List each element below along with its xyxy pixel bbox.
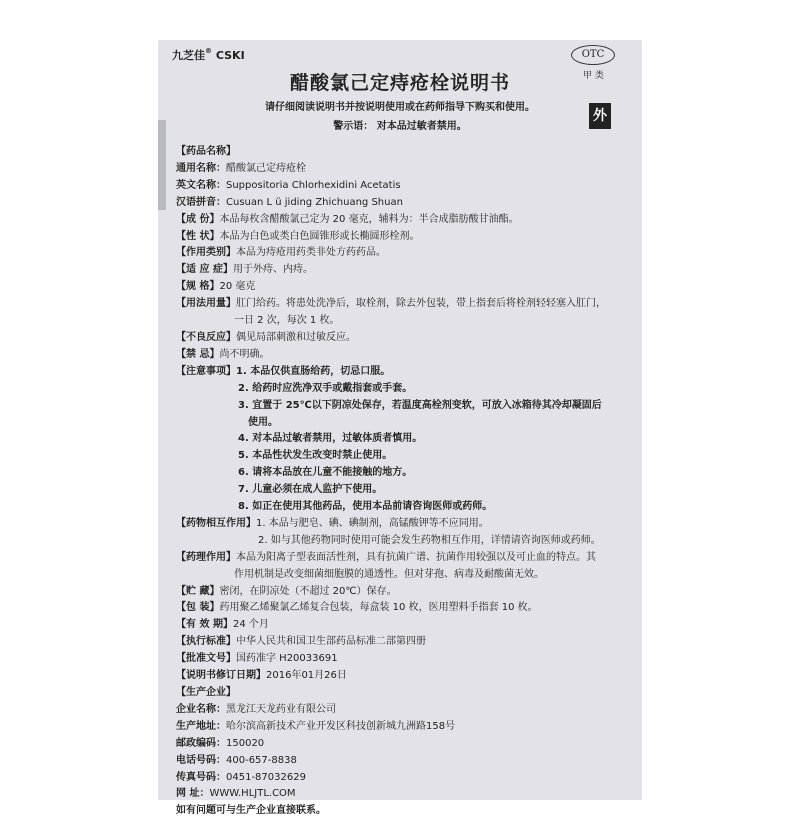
zip-value: 150020 bbox=[226, 737, 265, 749]
indication-value: 用于外痔、内痔。 bbox=[232, 264, 313, 276]
note-item-cont: 使用。 bbox=[248, 416, 278, 428]
note-item: 4. 对本品过敏者禁用，过敏体质者慎用。 bbox=[238, 433, 423, 445]
drug-name-heading: 【药品名称】 bbox=[176, 146, 236, 157]
usage-row bbox=[176, 296, 638, 313]
revision-value: 2016年01月26日 bbox=[266, 670, 347, 682]
interaction-row bbox=[176, 516, 638, 533]
address-row bbox=[176, 719, 638, 736]
document-title: 醋酸氯己定痔疮栓说明书 bbox=[289, 72, 510, 94]
pharm-label: 【药理作用】 bbox=[176, 551, 236, 563]
brand-logo bbox=[172, 47, 245, 63]
composition-row bbox=[176, 212, 638, 229]
footer-contact: 如有问题可与生产企业直接联系。 bbox=[176, 805, 326, 817]
character-row bbox=[176, 229, 638, 246]
character-label: 【性 状】 bbox=[176, 230, 220, 242]
note-item: 7. 儿童必须在成人监护下使用。 bbox=[238, 484, 383, 496]
standard-row bbox=[176, 634, 638, 651]
maker-heading: 【生产企业】 bbox=[176, 687, 236, 698]
adverse-row bbox=[176, 330, 638, 347]
brand-en: CSKI bbox=[215, 49, 245, 62]
zip-row bbox=[176, 736, 638, 753]
validity-row bbox=[176, 617, 638, 634]
usage-label: 【用法用量】 bbox=[176, 298, 236, 310]
external-use-badge: 外 bbox=[589, 103, 611, 129]
usage-value: 肛门给药。将患处洗净后，取栓剂，除去外包装，带上指套后将栓剂轻轻塞入肛门， bbox=[236, 298, 606, 310]
pharm-row bbox=[176, 550, 638, 567]
company-label: 企业名称： bbox=[176, 703, 226, 715]
interaction-label: 【药物相互作用】 bbox=[176, 517, 256, 529]
character-value: 本品为白色或类白色圆锥形或长椭圆形栓剂。 bbox=[219, 230, 420, 242]
spec-value: 20 毫克 bbox=[219, 281, 256, 293]
validity-value: 24 个月 bbox=[232, 619, 269, 631]
phone-value: 400-657-8838 bbox=[226, 754, 297, 766]
note-item: 1. 本品仅供直肠给药，切忌口服。 bbox=[236, 365, 391, 377]
approval-row bbox=[176, 651, 638, 668]
web-row bbox=[176, 786, 638, 803]
common-name-value: 醋酸氯己定痔疮栓 bbox=[226, 162, 306, 174]
package-value: 药用聚乙烯聚氯乙烯复合包装，每盒装 10 枚，医用塑料手指套 10 枚。 bbox=[219, 602, 538, 614]
spec-row bbox=[176, 279, 638, 296]
approval-label: 【批准文号】 bbox=[176, 653, 236, 665]
approval-value: 国药准字 H20033691 bbox=[236, 653, 338, 665]
contra-label: 【禁 忌】 bbox=[176, 348, 220, 360]
spec-label: 【规 格】 bbox=[176, 281, 220, 293]
category-value: 本品为痔疮用药类非处方药药品。 bbox=[236, 247, 386, 259]
web-label: 网 址： bbox=[176, 788, 210, 800]
indication-row bbox=[176, 262, 638, 279]
fax-label: 传真号码： bbox=[176, 771, 226, 783]
company-row bbox=[176, 702, 638, 719]
read-instruction: 请仔细阅读说明书并按说明使用或在药师指导下购买和使用。 bbox=[265, 102, 535, 113]
notes-label: 【注意事项】 bbox=[176, 365, 236, 377]
composition-value: 本品每枚含醋酸氯己定为 20 毫克，辅料为：半合成脂肪酸甘油酯。 bbox=[219, 213, 519, 225]
usage-value-cont: 一日 2 次，每次 1 枚。 bbox=[234, 315, 340, 327]
note-item: 8. 如正在使用其他药品，使用本品前请咨询医师或药师。 bbox=[238, 501, 493, 513]
phone-label: 电话号码： bbox=[176, 754, 226, 766]
pharm-value: 本品为阳离子型表面活性剂，具有抗菌广谱、抗菌作用较强以及可止血的特点。其 bbox=[236, 551, 596, 563]
storage-row bbox=[176, 584, 638, 601]
company-value: 黑龙江天龙药业有限公司 bbox=[226, 703, 336, 715]
pinyin-label: 汉语拼音： bbox=[176, 196, 226, 208]
english-name-value: Suppositoria Chlorhexidini Acetatis bbox=[226, 179, 401, 191]
revision-row bbox=[176, 668, 638, 685]
notes-row bbox=[176, 364, 638, 381]
adverse-value: 偶见局部刺激和过敏反应。 bbox=[236, 331, 356, 343]
note-item: 6. 请将本品放在儿童不能接触的地方。 bbox=[238, 467, 413, 479]
web-value: WWW.HLJTL.COM bbox=[209, 788, 296, 800]
indication-label: 【适 应 症】 bbox=[176, 264, 233, 276]
package-label: 【包 装】 bbox=[176, 602, 220, 614]
brand-cn: 九芝佳 bbox=[172, 49, 205, 62]
warning-line: 警示语： 对本品过敏者禁用。 bbox=[333, 121, 467, 132]
validity-label: 【有 效 期】 bbox=[176, 619, 233, 631]
revision-label: 【说明书修订日期】 bbox=[176, 670, 266, 682]
zip-label: 邮政编码： bbox=[176, 737, 226, 749]
standard-value: 中华人民共和国卫生部药品标准二部第四册 bbox=[236, 636, 426, 648]
storage-label: 【贮 藏】 bbox=[176, 585, 220, 597]
standard-label: 【执行标准】 bbox=[176, 636, 236, 648]
address-value: 哈尔滨高新技术产业开发区科技创新城九洲路158号 bbox=[226, 720, 456, 732]
address-label: 生产地址： bbox=[176, 720, 226, 732]
interaction-item: 2. 如与其他药物同时使用可能会发生药物相互作用，详情请咨询医师或药师。 bbox=[258, 534, 601, 546]
contra-value: 尚不明确。 bbox=[219, 348, 270, 360]
note-item: 5. 本品性状发生改变时禁止使用。 bbox=[238, 450, 393, 462]
category-row bbox=[176, 245, 638, 262]
category-label: 【作用类别】 bbox=[176, 247, 236, 259]
fax-value: 0451-87032629 bbox=[226, 771, 306, 783]
otc-badge: OTC bbox=[571, 45, 615, 65]
fax-row bbox=[176, 770, 638, 787]
otc-class: 甲 类 bbox=[583, 71, 604, 81]
adverse-label: 【不良反应】 bbox=[176, 331, 236, 343]
interaction-item: 1. 本品与肥皂、碘、碘制剂，高锰酸钾等不应同用。 bbox=[256, 517, 489, 529]
composition-label: 【成 份】 bbox=[176, 213, 220, 225]
package-row bbox=[176, 600, 638, 617]
note-item: 3. 宜置于 25℃以下阴凉处保存，若温度高栓剂变软，可放入冰箱待其冷却凝固后 bbox=[238, 399, 602, 411]
common-name-label: 通用名称： bbox=[176, 162, 226, 174]
note-item: 2. 给药时应洗净双手或戴指套或手套。 bbox=[238, 382, 413, 394]
english-name-label: 英文名称： bbox=[176, 179, 226, 191]
contra-row bbox=[176, 347, 638, 364]
brand-reg-mark: ® bbox=[205, 47, 212, 55]
sheet-edge-shadow bbox=[158, 120, 166, 210]
storage-value: 密闭，在阴凉处（不超过 20℃）保存。 bbox=[219, 585, 397, 597]
pharm-value-cont: 作用机制是改变细菌细胞膜的通透性。但对芽孢、病毒及耐酸菌无效。 bbox=[234, 568, 544, 580]
pinyin-row bbox=[176, 195, 638, 212]
leaflet-body bbox=[176, 144, 638, 820]
phone-row bbox=[176, 753, 638, 770]
pinyin-value: Cusuan L ü jiding Zhichuang Shuan bbox=[226, 196, 403, 208]
english-name-row bbox=[176, 178, 638, 195]
common-name-row bbox=[176, 161, 638, 178]
